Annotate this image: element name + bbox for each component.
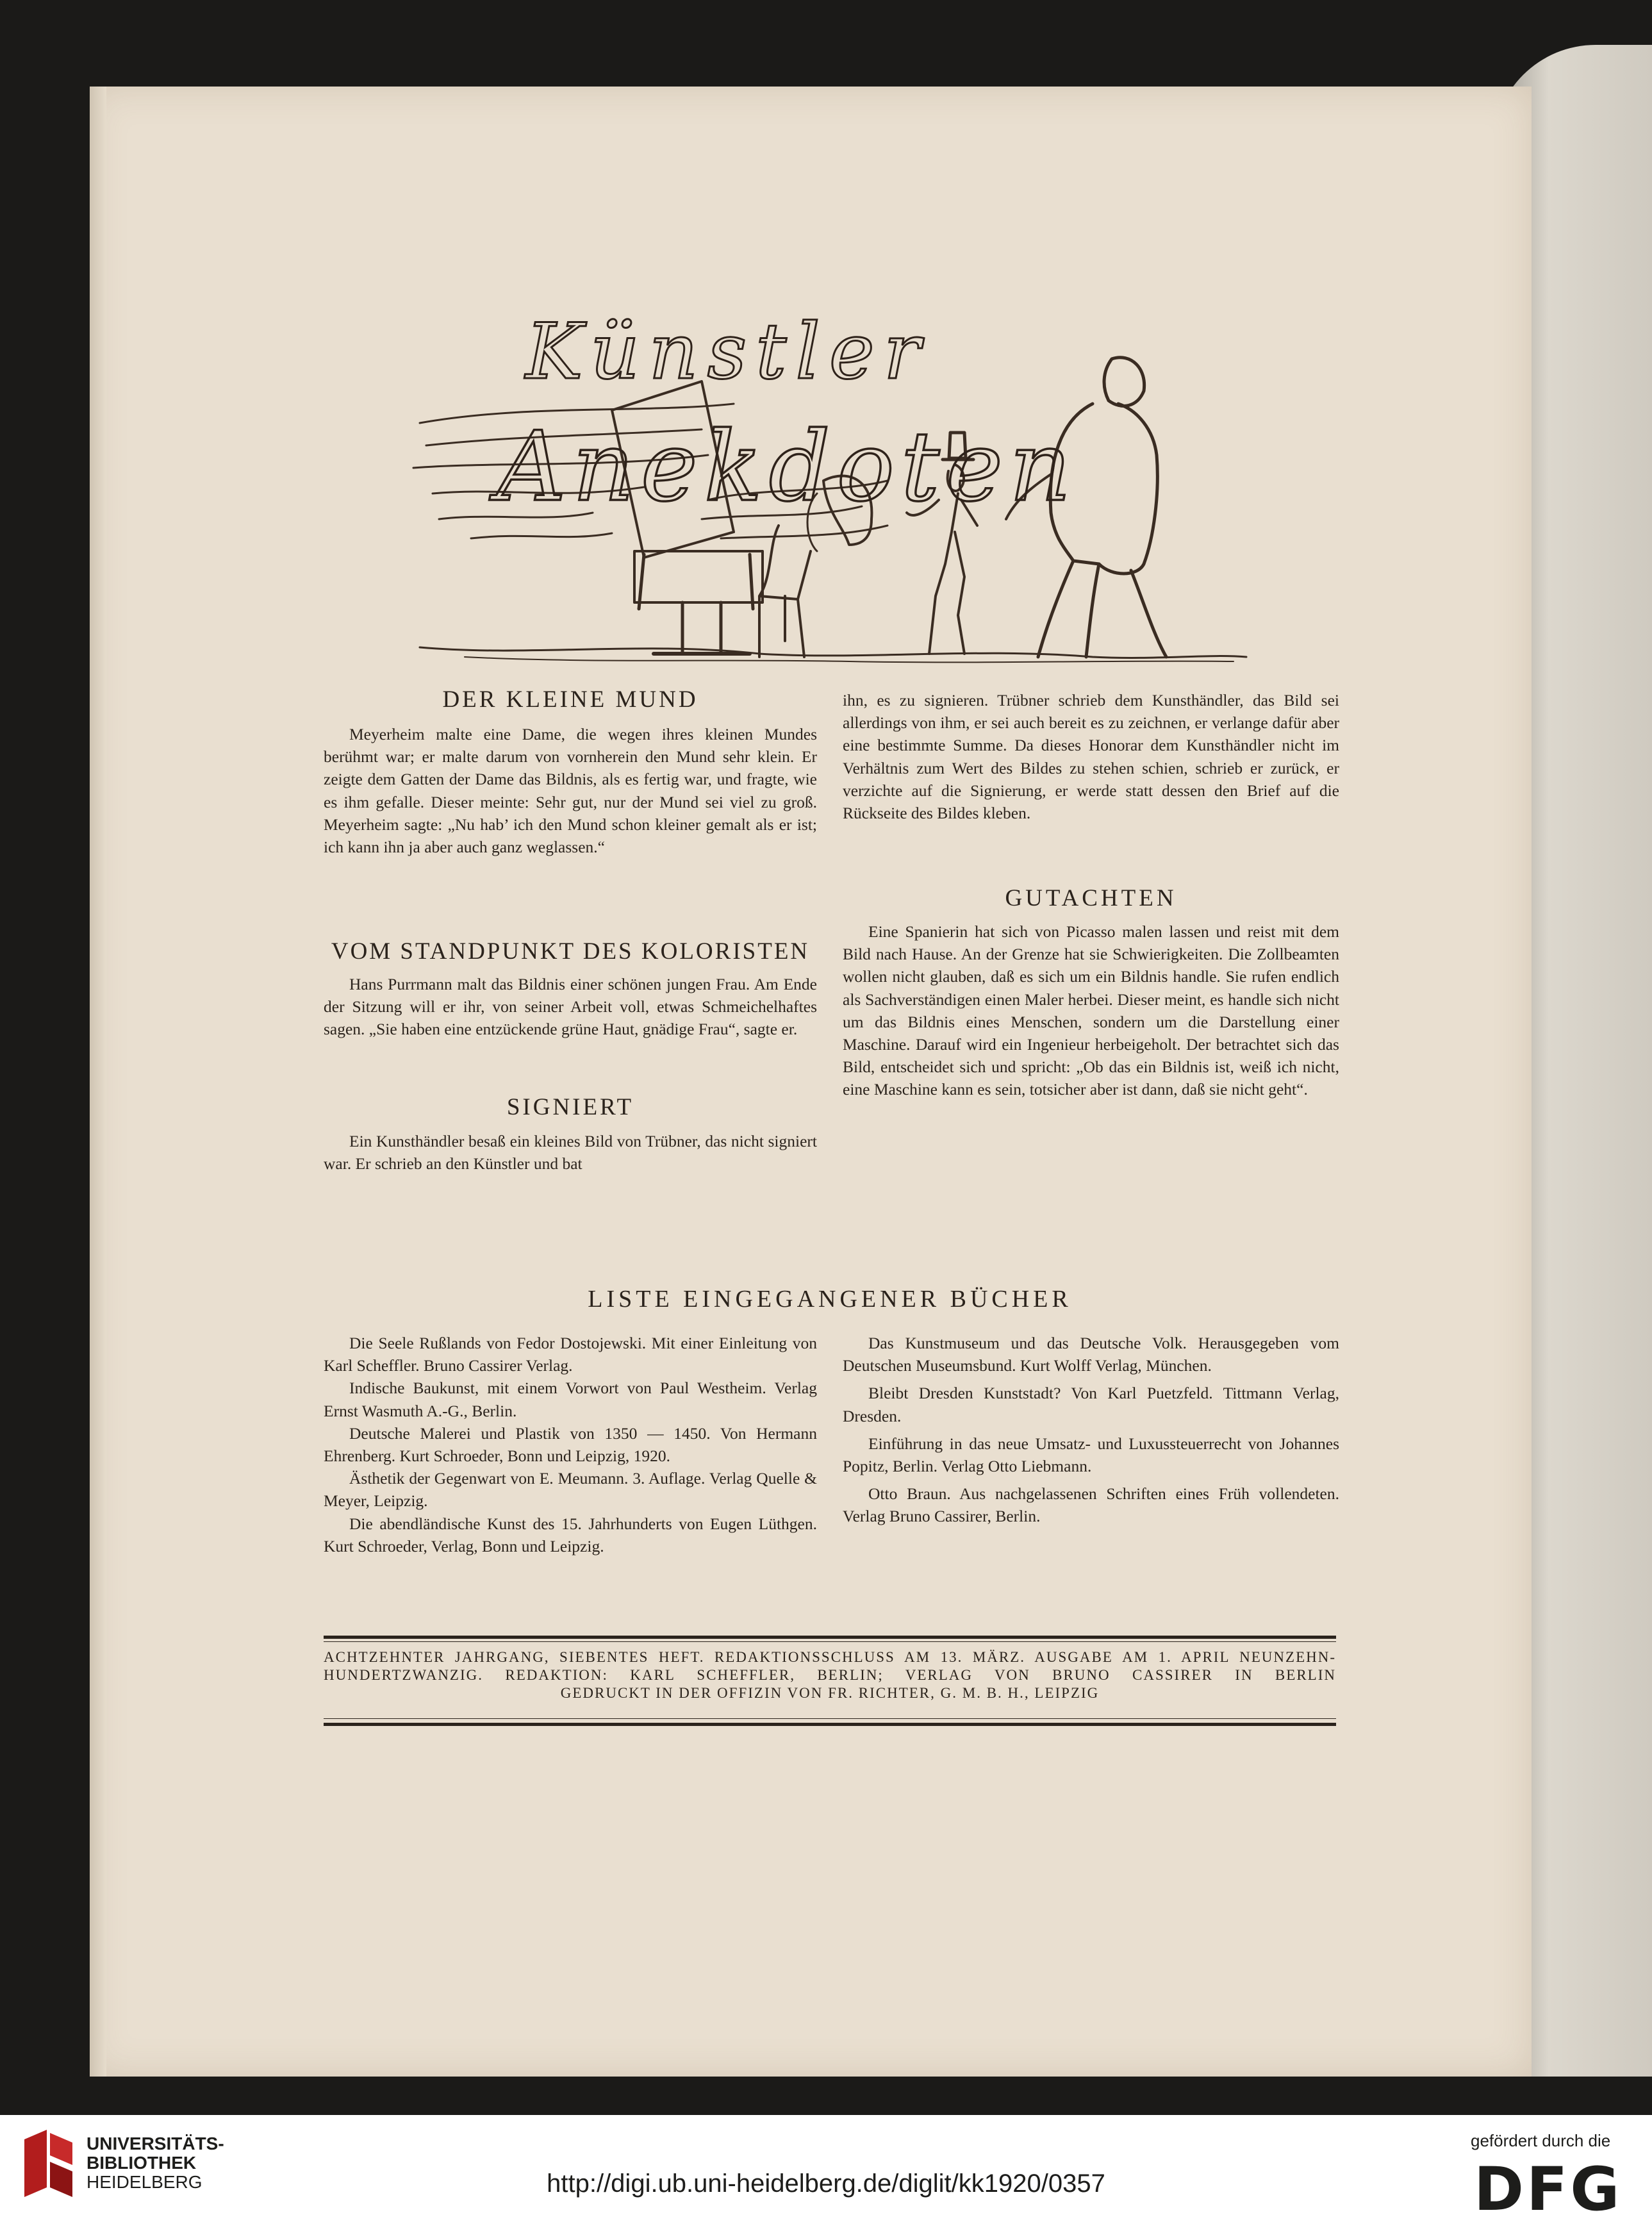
book-entry: Die Seele Rußlands von Fedor Dostojewski. Mit einer Einleitung von Karl Scheffler. Bruno Cassirer Verlag.	[324, 1334, 817, 1375]
book-entry: Bleibt Dresden Kunststadt? Von Karl Puetzfeld. Tittmann Verlag, Dresden.	[843, 1384, 1339, 1425]
imprint-rule-bottom-thin	[324, 1718, 1336, 1719]
paragraph: ihn, es zu signieren. Trübner schrieb dem Kunsthändler, das Bild sei allerdings von ihm, er sei auch bereit es zu zeichnen, er verlange dafür aber eine bestimmte Summe. Da dieses Honorar dem Kunsthändler nicht im Verhältnis zum Wert des Bildes zu stehen schien, schrieb er zurück, er verzichte auf die Signierung, er werde statt dessen den Brief auf die Rückseite des Bildes kleben.	[843, 691, 1339, 823]
book-list-left	[324, 1332, 817, 1557]
funding-caption: gefördert durch die	[1471, 2131, 1611, 2150]
heading-liste-buecher: LISTE EINGEGANGENER BÜCHER	[588, 1286, 1072, 1313]
imprint-rule-bottom	[324, 1723, 1336, 1726]
permalink-url[interactable]: http://digi.ub.uni-heidelberg.de/diglit/kk1920/0357	[547, 2169, 1105, 2198]
heading-der-kleine-mund: DER KLEINE MUND	[442, 686, 698, 713]
paragraph: Eine Spanierin hat sich von Picasso malen lassen und reist mit dem Bild nach Hause. An der Grenze hat sie Schwierigkeiten. Die Zollbeamten wollen nicht glauben, daß es sich um ein Bildnis handle. Sie rufen endlich als Sachverständigen einen Maler herbei. Dieser meint, es handle sich nicht um das Bildnis eines Menschen, sondern um die Darstellung einer Maschine. Darauf wird ein Ingenieur herbeigeholt. Der betrachtet sich das Bild, entscheidet sich und spricht: „Ob das ein Bildnis ist, weiß ich nicht, eine Maschine kann es sein, totsicher aber ist dann, daß sie nicht geht“.	[843, 922, 1339, 1099]
heading-gutachten: GUTACHTEN	[1005, 885, 1177, 911]
imprint-rule-top	[324, 1636, 1336, 1639]
book-entry: Deutsche Malerei und Plastik von 1350 — 1450. Von Hermann Ehrenberg. Kurt Schroeder, Bonn und Leipzig, 1920.	[324, 1423, 817, 1466]
institution-line-2: BIBLIOTHEK	[87, 2153, 197, 2173]
page-gutter-shadow	[90, 87, 106, 2077]
illustration-title-line1: Künstler	[525, 308, 930, 397]
imprint-rule-top-thin	[324, 1641, 1336, 1642]
story-gutachten	[843, 920, 1339, 1101]
book-entry: Einführung in das neue Umsatz- und Luxussteuerrecht von Johannes Popitz, Berlin. Verlag Otto Liebmann.	[843, 1434, 1339, 1476]
imprint-line-1: ACHTZEHNTER JAHRGANG, SIEBENTES HEFT. REDAKTIONSSCHLUSS AM 13. MÄRZ. AUSGABE AM 1. APRIL NEUNZEHN-	[324, 1649, 1336, 1665]
dfg-logo: DFG	[1474, 2155, 1623, 2225]
paragraph: Hans Purrmann malt das Bildnis einer schönen jungen Frau. Am Ende der Sitzung will er ihr, von seiner Arbeit voll, etwas Schmeichelhaftes sagen. „Sie haben eine entzückende grüne Haut, gnädige Frau“, sagte er.	[324, 975, 817, 1039]
book-entry: Ästhetik der Gegenwart von E. Meumann. 3. Auflage. Verlag Quelle & Meyer, Leipzig.	[324, 1469, 817, 1511]
story-signiert-part2	[843, 689, 1339, 824]
illustration-title-line2: Anekdoten	[497, 411, 1078, 523]
story-vom-standpunkt	[324, 973, 817, 1041]
story-der-kleine-mund	[324, 723, 817, 858]
story-signiert-part1	[324, 1130, 817, 1175]
paragraph: Ein Kunsthändler besaß ein kleines Bild von Trübner, das nicht signiert war. Er schrieb an den Künstler und bat	[324, 1132, 817, 1174]
institution-line-1: UNIVERSITÄTS-	[87, 2134, 224, 2153]
heading-vom-standpunkt: VOM STANDPUNKT DES KOLORISTEN	[331, 938, 810, 965]
book-entry: Das Kunstmuseum und das Deutsche Volk. Herausgegeben vom Deutschen Museumsbund. Kurt Wolff Verlag, München.	[843, 1334, 1339, 1375]
paragraph: Meyerheim malte eine Dame, die wegen ihres kleinen Mundes berühmt war; er malte darum von vornherein den Mund sehr klein. Er zeigte dem Gatten der Dame das Bildnis, als es fertig war, und fragte, wie es ihm gefalle. Dieser meinte: Sehr gut, nur der Mund sei viel zu groß. Meyerheim sagte: „Nu hab’ ich den Mund schon kleiner gemalt als er ist; ich kann ihn ja aber auch ganz weglassen.“	[324, 725, 817, 857]
institution-line-3: HEIDELBERG	[87, 2172, 202, 2192]
kuenstler-anekdoten-illustration	[401, 308, 1259, 667]
imprint-line-3: GEDRUCKT IN DER OFFIZIN VON FR. RICHTER, G. M. B. H., LEIPZIG	[560, 1685, 1100, 1701]
book-entry: Otto Braun. Aus nachgelassenen Schriften eines Früh vollendeten. Verlag Bruno Cassirer, Berlin.	[843, 1484, 1339, 1526]
heading-signiert: SIGNIERT	[506, 1094, 634, 1120]
imprint-line-2: HUNDERTZWANZIG. REDAKTION: KARL SCHEFFLER, BERLIN; VERLAG VON BRUNO CASSIRER IN BERLIN	[324, 1667, 1336, 1683]
book-list-right	[843, 1332, 1339, 1528]
book-entry: Indische Baukunst, mit einem Vorwort von Paul Westheim. Verlag Ernst Wasmuth A.-G., Berlin.	[324, 1379, 817, 1420]
book-entry: Die abendländische Kunst des 15. Jahrhunderts von Eugen Lüthgen. Kurt Schroeder, Verlag, Bonn und Leipzig.	[324, 1514, 817, 1555]
